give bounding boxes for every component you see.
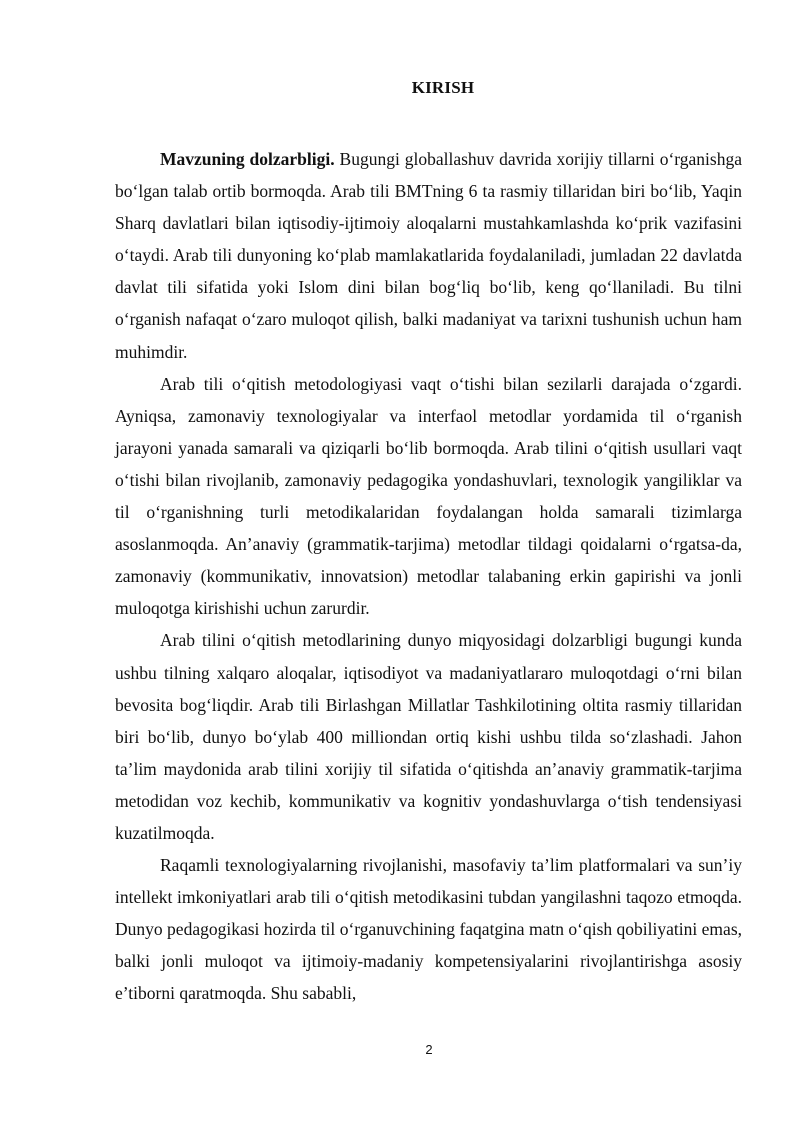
paragraph-1 (115, 143, 742, 368)
paragraph-1-text: Bugungi globallashuv davrida xorijiy tillarni o‘rganishga bo‘lgan talab ortib bormoqda. Arab tili BMTning 6 ta rasmiy tillaridan biri bo‘lib, Yaqin Sharq davlatlari bilan iqtisodiy-ijtimoiy aloqalarni mustahkamlashda ko‘prik vazifasini o‘taydi. Arab tili dunyoning ko‘plab mamlakatlarida foydalaniladi, jumladan 22 davlatda davlat tili sifatida yoki Islom dini bilan bog‘liq bo‘lib, keng qo‘llaniladi. Bu tilni o‘rganish nafaqat o‘zaro muloqot qilish, balki madaniyat va tarixni tushunish uchun ham muhimdir. (115, 149, 742, 362)
paragraph-2: Arab tili o‘qitish metodologiyasi vaqt o‘tishi bilan sezilarli darajada o‘zgardi. Ayniqsa, zamonaviy texnologiyalar va interfaol metodlar yordamida til o‘rganish jarayoni yanada samarali va qiziqarli bo‘lib bormoqda. Arab tilini o‘qitish usullari vaqt o‘tishi bilan rivojlanib, zamonaviy pedagogika yondashuvlari, texnologik yangiliklar va til o‘rganishning turli metodikalaridan foydalangan holda samarali tizimlarga asoslanmoqda. An’anaviy (grammatik-tarjima) metodlar tildagi qoidalarni o‘rgatsa-da, zamonaviy (kommunikativ, innovatsion) metodlar talabaning erkin gapirishi va jonli muloqotga kirishishi uchun zarurdir. (115, 373, 742, 619)
paragraph-4: Raqamli texnologiyalarning rivojlanishi, masofaviy ta’lim platformalari va sun’iy intellekt imkoniyatlari arab tili o‘qitish metodikasini tubdan yangilashni taqozo etmoqda. Dunyo pedagogikasi hozirda til o‘rganuvchining faqatgina matn o‘qish qobiliyatini emas, balki jonli muloqot va ijtimoiy-madaniy kompetensiyalarini rivojlantirishga asosiy e’tiborni qaratmoqda. Shu sababli, (115, 855, 742, 1004)
page-number: 2 (425, 1042, 433, 1057)
paragraph-lead: Mavzuning dolzarbligi. (160, 149, 335, 169)
paragraph-3: Arab tilini o‘qitish metodlarining dunyo miqyosidagi dolzarbligi bugungi kunda ushbu tilning xalqaro aloqalar, iqtisodiyot va madaniyatlararo muloqotdagi o‘rni bilan bevosita bog‘liqdir. Arab tili Birlashgan Millatlar Tashkilotining oltita rasmiy tillaridan biri bo‘lib, dunyo bo‘ylab 400 milliondan ortiq kishi ushbu tilda so‘zlashadi. Jahon ta’lim maydonida arab tilini xorijiy til sifatida o‘qitishda an’anaviy grammatik-tarjima metodidan voz kechib, kommunikativ va kognitiv yondashuvlarga o‘tish tendensiyasi kuzatilmoqda. (115, 630, 742, 843)
section-title: KIRISH (411, 78, 475, 97)
body-text (115, 143, 742, 1010)
